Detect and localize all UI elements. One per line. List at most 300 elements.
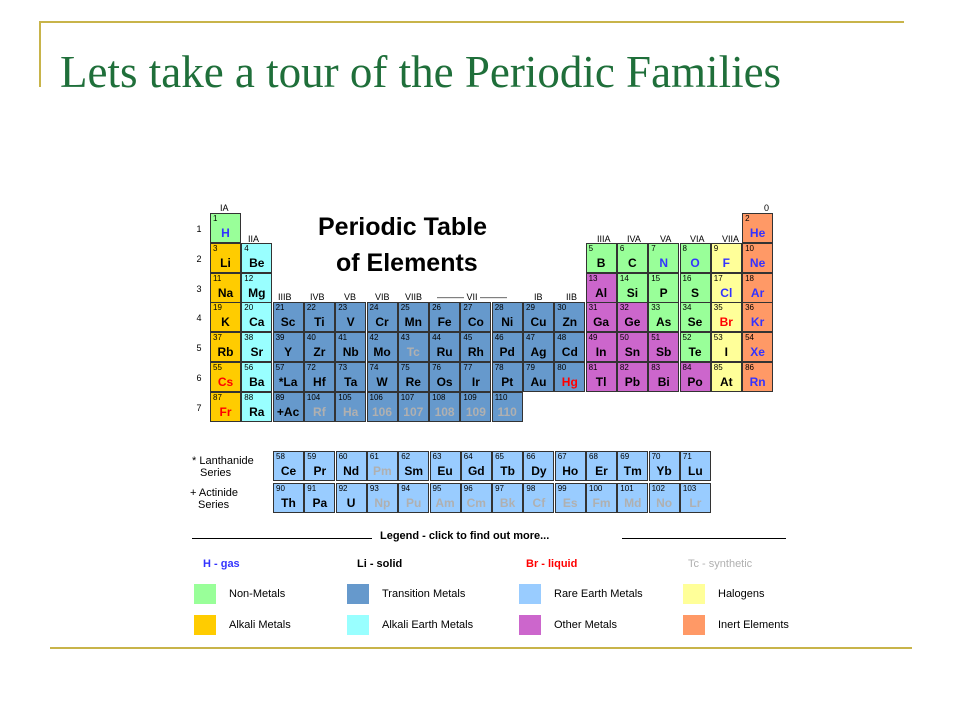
element-cell-77[interactable] bbox=[460, 362, 491, 392]
element-cell-44[interactable] bbox=[429, 332, 460, 362]
atomic-number: 32 bbox=[619, 303, 629, 313]
element-cell-62[interactable] bbox=[398, 451, 429, 481]
element-cell-104[interactable] bbox=[304, 392, 335, 422]
legend-rule bbox=[192, 538, 372, 539]
legend-swatch-transition[interactable] bbox=[347, 584, 369, 604]
element-symbol: Ha bbox=[343, 404, 359, 419]
atomic-number: 108 bbox=[432, 392, 446, 402]
atomic-number: 43 bbox=[400, 333, 410, 343]
atomic-number: 84 bbox=[682, 363, 692, 372]
atomic-number: 10 bbox=[745, 243, 754, 253]
atomic-number: 52 bbox=[682, 333, 692, 343]
element-cell-45[interactable] bbox=[460, 332, 491, 362]
atomic-number: 66 bbox=[526, 452, 536, 461]
element-cell-43[interactable] bbox=[398, 332, 429, 362]
element-cell-24[interactable] bbox=[367, 302, 398, 332]
element-symbol: Sc bbox=[280, 315, 296, 330]
atomic-number: 83 bbox=[651, 363, 661, 372]
atomic-number: 65 bbox=[495, 452, 504, 461]
element-cell-51[interactable] bbox=[648, 332, 679, 362]
element-cell-71[interactable] bbox=[680, 451, 711, 481]
atomic-number: 92 bbox=[338, 484, 348, 493]
atomic-number: 101 bbox=[620, 484, 634, 493]
element-symbol: Np bbox=[374, 496, 391, 510]
period-label: 7 bbox=[196, 402, 202, 413]
element-symbol: Au bbox=[530, 375, 547, 389]
atomic-number: 72 bbox=[306, 363, 316, 372]
atomic-number: 80 bbox=[557, 363, 567, 372]
atomic-number: 94 bbox=[401, 484, 411, 493]
element-cell-29[interactable] bbox=[523, 302, 554, 332]
element-cell-73[interactable] bbox=[335, 362, 366, 392]
element-symbol: Xe bbox=[750, 345, 765, 360]
legend-label-transition[interactable]: Transition Metals bbox=[382, 588, 466, 600]
group-label: 0 bbox=[764, 203, 770, 213]
atomic-number: 23 bbox=[338, 303, 348, 313]
element-symbol: Gd bbox=[467, 464, 485, 478]
atomic-number: 88 bbox=[244, 392, 254, 402]
atomic-number: 50 bbox=[619, 333, 629, 343]
element-cell-82[interactable] bbox=[617, 362, 648, 392]
atomic-number: 93 bbox=[369, 484, 379, 493]
element-symbol: Te bbox=[688, 345, 702, 360]
element-symbol: N bbox=[659, 255, 669, 270]
atomic-number: 90 bbox=[276, 484, 285, 493]
atomic-number: 104 bbox=[306, 392, 321, 402]
element-symbol: Zr bbox=[313, 345, 326, 360]
element-cell-67[interactable] bbox=[555, 451, 586, 481]
element-symbol: Ce bbox=[280, 464, 297, 478]
element-symbol: He bbox=[749, 226, 766, 240]
element-symbol: Lu bbox=[688, 464, 703, 478]
element-cell-40[interactable] bbox=[304, 332, 335, 362]
atomic-number: 9 bbox=[713, 243, 719, 253]
element-cell-18[interactable] bbox=[742, 273, 773, 303]
atomic-number: 106 bbox=[369, 392, 383, 402]
element-cell-92[interactable] bbox=[336, 483, 367, 513]
element-symbol: Cf bbox=[532, 496, 546, 510]
element-cell-49[interactable] bbox=[586, 332, 617, 362]
element-symbol: Rh bbox=[467, 345, 484, 360]
element-cell-31[interactable] bbox=[586, 302, 617, 332]
slide-title: Lets take a tour of the Periodic Families bbox=[60, 47, 782, 97]
element-cell-59[interactable] bbox=[304, 451, 335, 481]
element-symbol: Pb bbox=[624, 375, 641, 389]
legend-label-halogen[interactable]: Halogens bbox=[718, 588, 765, 600]
atomic-number: 2 bbox=[745, 214, 750, 223]
element-symbol: Sb bbox=[656, 345, 672, 360]
element-cell-56[interactable] bbox=[241, 362, 272, 392]
element-cell-66[interactable] bbox=[523, 451, 554, 481]
atomic-number: 35 bbox=[713, 303, 723, 313]
element-symbol: Es bbox=[562, 496, 578, 510]
element-cell-100[interactable] bbox=[586, 483, 617, 513]
element-cell-78[interactable] bbox=[492, 362, 523, 392]
element-cell-72[interactable] bbox=[304, 362, 335, 392]
atomic-number: 75 bbox=[400, 363, 410, 372]
element-cell-6[interactable] bbox=[617, 243, 648, 273]
element-symbol: 107 bbox=[403, 404, 424, 419]
legend-label-other_metal[interactable]: Other Metals bbox=[554, 619, 617, 631]
element-cell-68[interactable] bbox=[586, 451, 617, 481]
atomic-number: 42 bbox=[369, 333, 379, 343]
atomic-number: 46 bbox=[494, 333, 504, 343]
element-cell-10[interactable] bbox=[742, 243, 773, 273]
atomic-number: 82 bbox=[619, 363, 629, 372]
element-symbol: Mn bbox=[404, 315, 422, 330]
group-label: VIIA bbox=[722, 234, 740, 244]
element-cell-52[interactable] bbox=[680, 332, 711, 362]
element-symbol: Cr bbox=[375, 315, 389, 330]
element-cell-5[interactable] bbox=[586, 243, 617, 273]
element-cell-50[interactable] bbox=[617, 332, 648, 362]
element-cell-22[interactable] bbox=[304, 302, 335, 332]
atomic-number: 36 bbox=[745, 303, 754, 313]
atomic-number: 70 bbox=[651, 452, 661, 461]
atomic-number: 26 bbox=[432, 303, 441, 313]
element-cell-81[interactable] bbox=[586, 362, 617, 392]
element-cell-97[interactable] bbox=[492, 483, 523, 513]
element-cell-21[interactable] bbox=[273, 302, 304, 332]
element-cell-106[interactable] bbox=[367, 392, 398, 422]
element-cell-108[interactable] bbox=[429, 392, 460, 422]
atomic-number: 102 bbox=[651, 484, 665, 493]
element-cell-60[interactable] bbox=[336, 451, 367, 481]
element-cell-93[interactable] bbox=[367, 483, 398, 513]
element-cell-38[interactable] bbox=[241, 332, 272, 362]
atomic-number: 68 bbox=[589, 452, 598, 461]
element-cell-107[interactable] bbox=[398, 392, 429, 422]
atomic-number: 4 bbox=[244, 243, 249, 253]
atomic-number: 21 bbox=[275, 303, 285, 313]
element-symbol: Y bbox=[284, 345, 293, 360]
element-symbol: Yb bbox=[656, 464, 672, 478]
element-symbol: I bbox=[724, 345, 728, 360]
element-cell-46[interactable] bbox=[492, 332, 523, 362]
element-cell-63[interactable] bbox=[430, 451, 461, 481]
atomic-number: 105 bbox=[338, 392, 352, 402]
element-symbol: Pm bbox=[373, 464, 392, 478]
state-legend-item[interactable]: Li - solid bbox=[357, 558, 403, 570]
element-symbol: 108 bbox=[434, 404, 455, 419]
legend-swatch-inert[interactable] bbox=[683, 615, 705, 635]
element-symbol: B bbox=[596, 255, 606, 270]
element-cell-20[interactable] bbox=[241, 302, 272, 332]
element-cell-26[interactable] bbox=[429, 302, 460, 332]
group-label: IIA bbox=[248, 234, 260, 244]
element-cell-85[interactable] bbox=[711, 362, 742, 392]
element-symbol: Po bbox=[687, 375, 703, 389]
element-cell-58[interactable] bbox=[273, 451, 304, 481]
element-cell-13[interactable] bbox=[586, 273, 617, 303]
group-label: IIIA bbox=[597, 234, 611, 244]
atomic-number: 13 bbox=[588, 273, 598, 283]
atomic-number: 56 bbox=[244, 363, 254, 372]
element-cell-23[interactable] bbox=[335, 302, 366, 332]
element-symbol: Ne bbox=[749, 255, 766, 270]
element-cell-47[interactable] bbox=[523, 332, 554, 362]
state-legend-item[interactable]: Br - liquid bbox=[526, 558, 578, 570]
element-symbol: O bbox=[690, 255, 700, 270]
element-cell-34[interactable] bbox=[680, 302, 711, 332]
atomic-number: 40 bbox=[306, 333, 316, 343]
element-symbol: Pu bbox=[406, 496, 422, 510]
element-symbol: Er bbox=[595, 464, 608, 478]
element-symbol: Ni bbox=[501, 315, 514, 330]
actinide-series-label: + Actinide Series bbox=[190, 487, 239, 511]
legend-title[interactable]: Legend - click to find out more... bbox=[380, 530, 550, 542]
element-symbol: S bbox=[690, 285, 699, 300]
atomic-number: 95 bbox=[432, 484, 442, 493]
atomic-number: 33 bbox=[651, 303, 661, 313]
atomic-number: 41 bbox=[338, 333, 348, 343]
element-symbol: Be bbox=[249, 255, 265, 270]
element-cell-103[interactable] bbox=[680, 483, 711, 513]
element-cell-4[interactable] bbox=[241, 243, 272, 273]
element-symbol: Lr bbox=[689, 496, 702, 510]
atomic-number: 17 bbox=[713, 273, 723, 283]
element-cell-41[interactable] bbox=[335, 332, 366, 362]
element-cell-84[interactable] bbox=[680, 362, 711, 392]
element-cell-90[interactable] bbox=[273, 483, 304, 513]
element-symbol: Am bbox=[435, 496, 455, 510]
element-cell-28[interactable] bbox=[492, 302, 523, 332]
state-legend-item[interactable]: Tc - synthetic bbox=[688, 558, 753, 570]
element-symbol: Tm bbox=[623, 464, 642, 478]
element-symbol: Ga bbox=[593, 315, 610, 330]
atomic-number: 54 bbox=[745, 333, 754, 343]
element-symbol: 110 bbox=[497, 404, 517, 419]
element-symbol: Pt bbox=[501, 375, 514, 389]
group-label: VIIB bbox=[405, 292, 423, 302]
element-cell-76[interactable] bbox=[429, 362, 460, 392]
element-cell-19[interactable] bbox=[210, 302, 241, 332]
atomic-number: 19 bbox=[213, 303, 222, 313]
group-label: VA bbox=[660, 234, 672, 244]
element-symbol: Mg bbox=[248, 285, 266, 300]
element-cell-27[interactable] bbox=[460, 302, 491, 332]
atomic-number: 99 bbox=[557, 484, 567, 493]
atomic-number: 77 bbox=[463, 363, 473, 372]
atomic-number: 48 bbox=[557, 333, 567, 343]
group-label: IA bbox=[220, 203, 229, 213]
element-cell-98[interactable] bbox=[523, 483, 554, 513]
legend-swatch-alkaline_earth[interactable] bbox=[347, 615, 369, 635]
element-symbol: Tl bbox=[595, 375, 607, 389]
group-label: VIA bbox=[690, 234, 705, 244]
legend-label-alkali[interactable]: Alkali Metals bbox=[229, 619, 291, 631]
element-cell-89[interactable] bbox=[273, 392, 304, 422]
element-symbol: Bk bbox=[499, 496, 516, 510]
element-cell-80[interactable] bbox=[554, 362, 585, 392]
element-symbol: Pa bbox=[312, 496, 328, 510]
element-cell-54[interactable] bbox=[742, 332, 773, 362]
element-symbol: Na bbox=[217, 285, 234, 300]
element-symbol: F bbox=[722, 255, 730, 270]
element-cell-96[interactable] bbox=[461, 483, 492, 513]
legend-swatch-halogen[interactable] bbox=[683, 584, 705, 604]
element-symbol: Ar bbox=[750, 285, 765, 300]
element-symbol: *La bbox=[278, 375, 298, 389]
table-title-line2: of Elements bbox=[336, 249, 478, 277]
state-legend-item[interactable]: H - gas bbox=[203, 558, 240, 570]
element-cell-25[interactable] bbox=[398, 302, 429, 332]
element-symbol: Dy bbox=[531, 464, 547, 478]
atomic-number: 16 bbox=[682, 273, 692, 283]
atomic-number: 3 bbox=[213, 243, 218, 253]
group-label: VIB bbox=[375, 292, 390, 302]
element-cell-3[interactable] bbox=[210, 243, 241, 273]
legend-rule bbox=[622, 538, 786, 539]
element-cell-109[interactable] bbox=[460, 392, 491, 422]
atomic-number: 110 bbox=[494, 392, 508, 402]
element-symbol: Sr bbox=[250, 345, 264, 360]
element-symbol: Cu bbox=[530, 315, 547, 330]
table-title-line1: Periodic Table bbox=[318, 213, 488, 241]
atomic-number: 64 bbox=[463, 452, 473, 461]
atomic-number: 100 bbox=[589, 484, 603, 493]
element-cell-75[interactable] bbox=[398, 362, 429, 392]
atomic-number: 30 bbox=[557, 303, 567, 313]
atomic-number: 20 bbox=[244, 303, 254, 313]
element-cell-91[interactable] bbox=[304, 483, 335, 513]
element-cell-55[interactable] bbox=[210, 362, 241, 392]
atomic-number: 31 bbox=[588, 303, 598, 313]
element-cell-14[interactable] bbox=[617, 273, 648, 303]
element-cell-17[interactable] bbox=[711, 273, 742, 303]
element-cell-99[interactable] bbox=[555, 483, 586, 513]
group-label: ——— VII ——— bbox=[437, 292, 508, 302]
element-symbol: Ta bbox=[344, 375, 358, 389]
group-label: IIIB bbox=[278, 292, 292, 302]
legend-label-inert[interactable]: Inert Elements bbox=[718, 619, 789, 631]
element-cell-53[interactable] bbox=[711, 332, 742, 362]
atomic-number: 44 bbox=[432, 333, 441, 343]
atomic-number: 47 bbox=[526, 333, 535, 343]
group-label: IVB bbox=[310, 292, 325, 302]
element-symbol: Si bbox=[626, 285, 639, 300]
atomic-number: 51 bbox=[651, 333, 661, 343]
element-symbol: Rf bbox=[313, 404, 326, 419]
element-cell-70[interactable] bbox=[649, 451, 680, 481]
element-symbol: Ho bbox=[562, 464, 579, 478]
element-cell-102[interactable] bbox=[649, 483, 680, 513]
element-cell-57[interactable] bbox=[273, 362, 304, 392]
atomic-number: 14 bbox=[619, 273, 629, 283]
element-cell-88[interactable] bbox=[241, 392, 272, 422]
atomic-number: 53 bbox=[713, 333, 723, 343]
element-cell-30[interactable] bbox=[554, 302, 585, 332]
element-cell-42[interactable] bbox=[367, 332, 398, 362]
period-label: 4 bbox=[196, 313, 202, 324]
element-cell-39[interactable] bbox=[273, 332, 304, 362]
element-symbol: Mo bbox=[373, 345, 391, 360]
legend-swatch-nonmetal[interactable] bbox=[194, 584, 216, 604]
element-cell-94[interactable] bbox=[398, 483, 429, 513]
element-cell-87[interactable] bbox=[210, 392, 241, 422]
atomic-number: 78 bbox=[494, 363, 504, 372]
element-symbol: Eu bbox=[437, 464, 453, 478]
element-symbol: H bbox=[221, 226, 230, 240]
legend-swatch-alkali[interactable] bbox=[194, 615, 216, 635]
element-symbol: Nb bbox=[342, 345, 359, 360]
element-cell-8[interactable] bbox=[680, 243, 711, 273]
element-symbol: Kr bbox=[750, 315, 765, 330]
element-symbol: Ir bbox=[471, 375, 480, 389]
element-cell-9[interactable] bbox=[711, 243, 742, 273]
period-label: 3 bbox=[196, 283, 202, 294]
group-label: IIB bbox=[566, 292, 578, 302]
element-cell-65[interactable] bbox=[492, 451, 523, 481]
element-symbol: Fm bbox=[592, 496, 611, 510]
element-cell-16[interactable] bbox=[680, 273, 711, 303]
element-cell-79[interactable] bbox=[523, 362, 554, 392]
element-symbol: Zn bbox=[562, 315, 578, 330]
element-cell-86[interactable] bbox=[742, 362, 773, 392]
element-symbol: Hf bbox=[313, 375, 326, 389]
element-symbol: Ge bbox=[624, 315, 641, 330]
element-symbol: Fr bbox=[219, 404, 232, 419]
legend-swatch-other_metal[interactable] bbox=[519, 615, 541, 635]
atomic-number: 29 bbox=[526, 303, 535, 313]
element-symbol: Fe bbox=[437, 315, 452, 330]
element-cell-33[interactable] bbox=[648, 302, 679, 332]
legend-label-alkaline_earth[interactable]: Alkali Earth Metals bbox=[382, 619, 474, 631]
element-cell-1[interactable] bbox=[210, 213, 241, 243]
element-symbol: Re bbox=[405, 375, 421, 389]
atomic-number: 73 bbox=[338, 363, 348, 372]
element-symbol: Os bbox=[436, 375, 453, 389]
atomic-number: 86 bbox=[745, 363, 754, 372]
element-cell-69[interactable] bbox=[617, 451, 648, 481]
element-symbol: Rn bbox=[749, 375, 766, 389]
element-cell-12[interactable] bbox=[241, 273, 272, 303]
legend-label-rare_earth[interactable]: Rare Earth Metals bbox=[554, 588, 643, 600]
element-cell-101[interactable] bbox=[617, 483, 648, 513]
element-cell-74[interactable] bbox=[367, 362, 398, 392]
element-symbol: U bbox=[346, 496, 356, 510]
period-label: 5 bbox=[196, 343, 202, 354]
element-symbol: At bbox=[719, 375, 733, 389]
element-symbol: No bbox=[656, 496, 673, 510]
element-cell-37[interactable] bbox=[210, 332, 241, 362]
atomic-number: 62 bbox=[401, 452, 411, 461]
legend-label-nonmetal[interactable]: Non-Metals bbox=[229, 588, 286, 600]
element-cell-35[interactable] bbox=[711, 302, 742, 332]
element-cell-83[interactable] bbox=[648, 362, 679, 392]
element-cell-11[interactable] bbox=[210, 273, 241, 303]
element-cell-36[interactable] bbox=[742, 302, 773, 332]
atomic-number: 107 bbox=[400, 392, 415, 402]
element-cell-32[interactable] bbox=[617, 302, 648, 332]
element-cell-7[interactable] bbox=[648, 243, 679, 273]
atomic-number: 89 bbox=[275, 392, 285, 402]
element-cell-64[interactable] bbox=[461, 451, 492, 481]
element-cell-2[interactable] bbox=[742, 213, 773, 243]
atomic-number: 69 bbox=[620, 452, 630, 461]
element-cell-110[interactable] bbox=[492, 392, 523, 422]
element-cell-95[interactable] bbox=[430, 483, 461, 513]
element-cell-105[interactable] bbox=[335, 392, 366, 422]
element-symbol: Sm bbox=[404, 464, 424, 478]
legend-swatch-rare_earth[interactable] bbox=[519, 584, 541, 604]
lanthanide-series-label: * Lanthanide Series bbox=[192, 455, 254, 479]
element-cell-61[interactable] bbox=[367, 451, 398, 481]
element-cell-15[interactable] bbox=[648, 273, 679, 303]
element-symbol: 106 bbox=[371, 404, 393, 419]
atomic-number: 7 bbox=[651, 243, 656, 253]
element-cell-48[interactable] bbox=[554, 332, 585, 362]
